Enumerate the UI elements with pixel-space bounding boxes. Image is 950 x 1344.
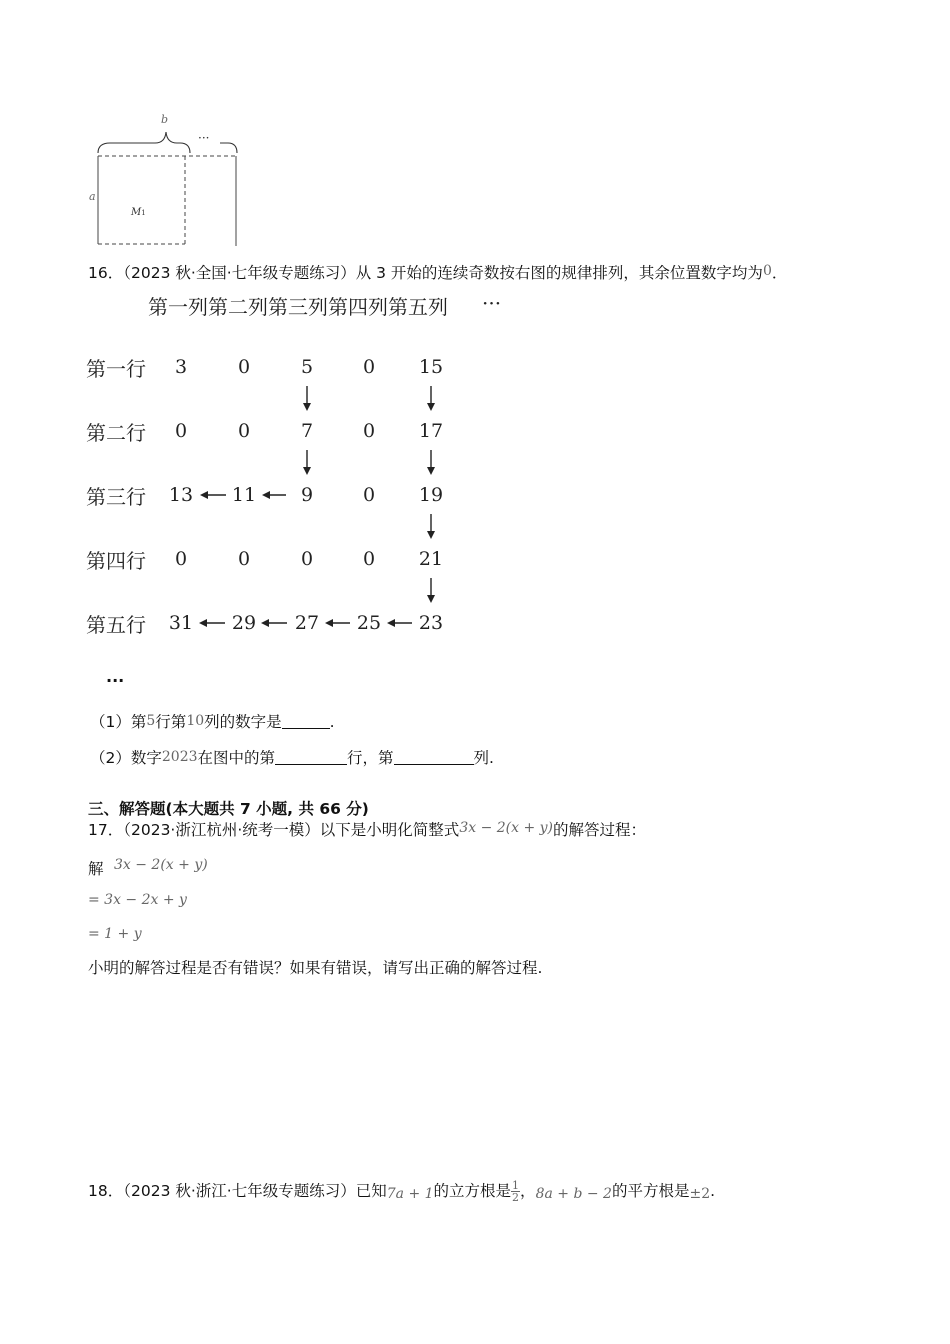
grid-cell: 0	[362, 484, 376, 506]
q17-solution-label: 解	[88, 860, 104, 878]
col-header-1: 第一列	[148, 295, 208, 319]
grid-cell: 3	[174, 356, 188, 378]
grid-cell: 13	[168, 484, 194, 506]
answer-blank-2[interactable]	[275, 750, 347, 765]
grid-cell: 25	[356, 612, 382, 634]
q17-stem: 17．（2023·浙江杭州·统考一模）以下是小明化简整式3x − 2(x + y)的解答过程：	[88, 820, 647, 839]
q16-source: （2023 秋·全国·七年级专题练习）	[123, 264, 356, 282]
q17-question: 小明的解答过程是否有错误？如果有错误，请写出正确的解答过程.	[88, 959, 543, 977]
q16-text: 从 3 开始的连续奇数按右图的规律排列，其余位置数字均为	[355, 264, 763, 282]
col-header-5: 第五列	[388, 295, 448, 319]
q17-expr: 3x − 2(x + y)	[459, 820, 554, 836]
grid-cell: 9	[300, 484, 314, 506]
answer-blank-3[interactable]	[394, 750, 474, 765]
row-header-3: 第三行	[86, 485, 146, 509]
grid-cell: 11	[231, 484, 257, 506]
grid-cell: 0	[174, 548, 188, 570]
grid-cell: 29	[231, 612, 257, 634]
grid-cell: 23	[418, 612, 444, 634]
label-a: a	[89, 190, 96, 203]
grid-cell: 0	[300, 548, 314, 570]
col-header-3: 第三列	[268, 295, 328, 319]
q17-step0: 3x − 2(x + y)	[114, 857, 208, 873]
q16-stem: 16．（2023 秋·全国·七年级专题练习）从 3 开始的连续奇数按右图的规律排列，其余位置数字均为0．	[88, 263, 788, 282]
grid-cell: 0	[362, 356, 376, 378]
grid-cell: 0	[174, 420, 188, 442]
q17-step2: = 1 + y	[88, 926, 142, 942]
grid-cell: 15	[418, 356, 444, 378]
grid-cell: 0	[362, 548, 376, 570]
q16-number: 16．	[88, 264, 124, 282]
grid-cell: 19	[418, 484, 444, 506]
grid-cell: 0	[237, 548, 251, 570]
figure-dots: ···	[198, 131, 210, 145]
section-title: 三、解答题(本大题共 7 小题, 共 66 分)	[88, 800, 369, 818]
q16-sub2: （2）数字2023在图中的第 行，第 列.	[90, 749, 494, 767]
grid-cell: 0	[237, 356, 251, 378]
col-ellipsis: ···	[482, 291, 502, 315]
q18-stem: 18．（2023 秋·浙江·七年级专题练习）已知7a + 1的立方根是 $\frac{1}{2}$ ，8a + b − 2的平方根是±2.	[88, 1179, 716, 1204]
col-header-4: 第四列	[328, 295, 388, 319]
grid-cell: 21	[418, 548, 444, 570]
grid-cell: 31	[168, 612, 194, 634]
q16-sub1: （1）第5行第10列的数字是 .	[90, 713, 335, 731]
grid-cell: 5	[300, 356, 314, 378]
row-header-2: 第二行	[86, 421, 146, 445]
row-header-5: 第五行	[86, 613, 146, 637]
col-header-2: 第二列	[208, 295, 268, 319]
answer-blank-1[interactable]	[282, 714, 330, 729]
row-header-1: 第一行	[86, 357, 146, 381]
grid-cell: 17	[418, 420, 444, 442]
grid-cell: 0	[362, 420, 376, 442]
row-header-4: 第四行	[86, 549, 146, 573]
q18-expr2: 8a + b − 2	[535, 1186, 612, 1202]
q18-expr3: ±2	[689, 1186, 711, 1202]
q16-zero: 0	[762, 263, 772, 279]
row-ellipsis: ···	[106, 671, 125, 690]
grid-cell: 0	[237, 420, 251, 442]
q17-step1: = 3x − 2x + y	[88, 892, 187, 908]
grid-cell: 27	[294, 612, 320, 634]
q18-fraction: $\frac{1}{2}$	[512, 1179, 520, 1204]
label-b: b	[161, 113, 169, 126]
grid-cell: 7	[300, 420, 314, 442]
q18-expr1: 7a + 1	[386, 1186, 434, 1202]
label-m1: M1	[131, 207, 146, 218]
